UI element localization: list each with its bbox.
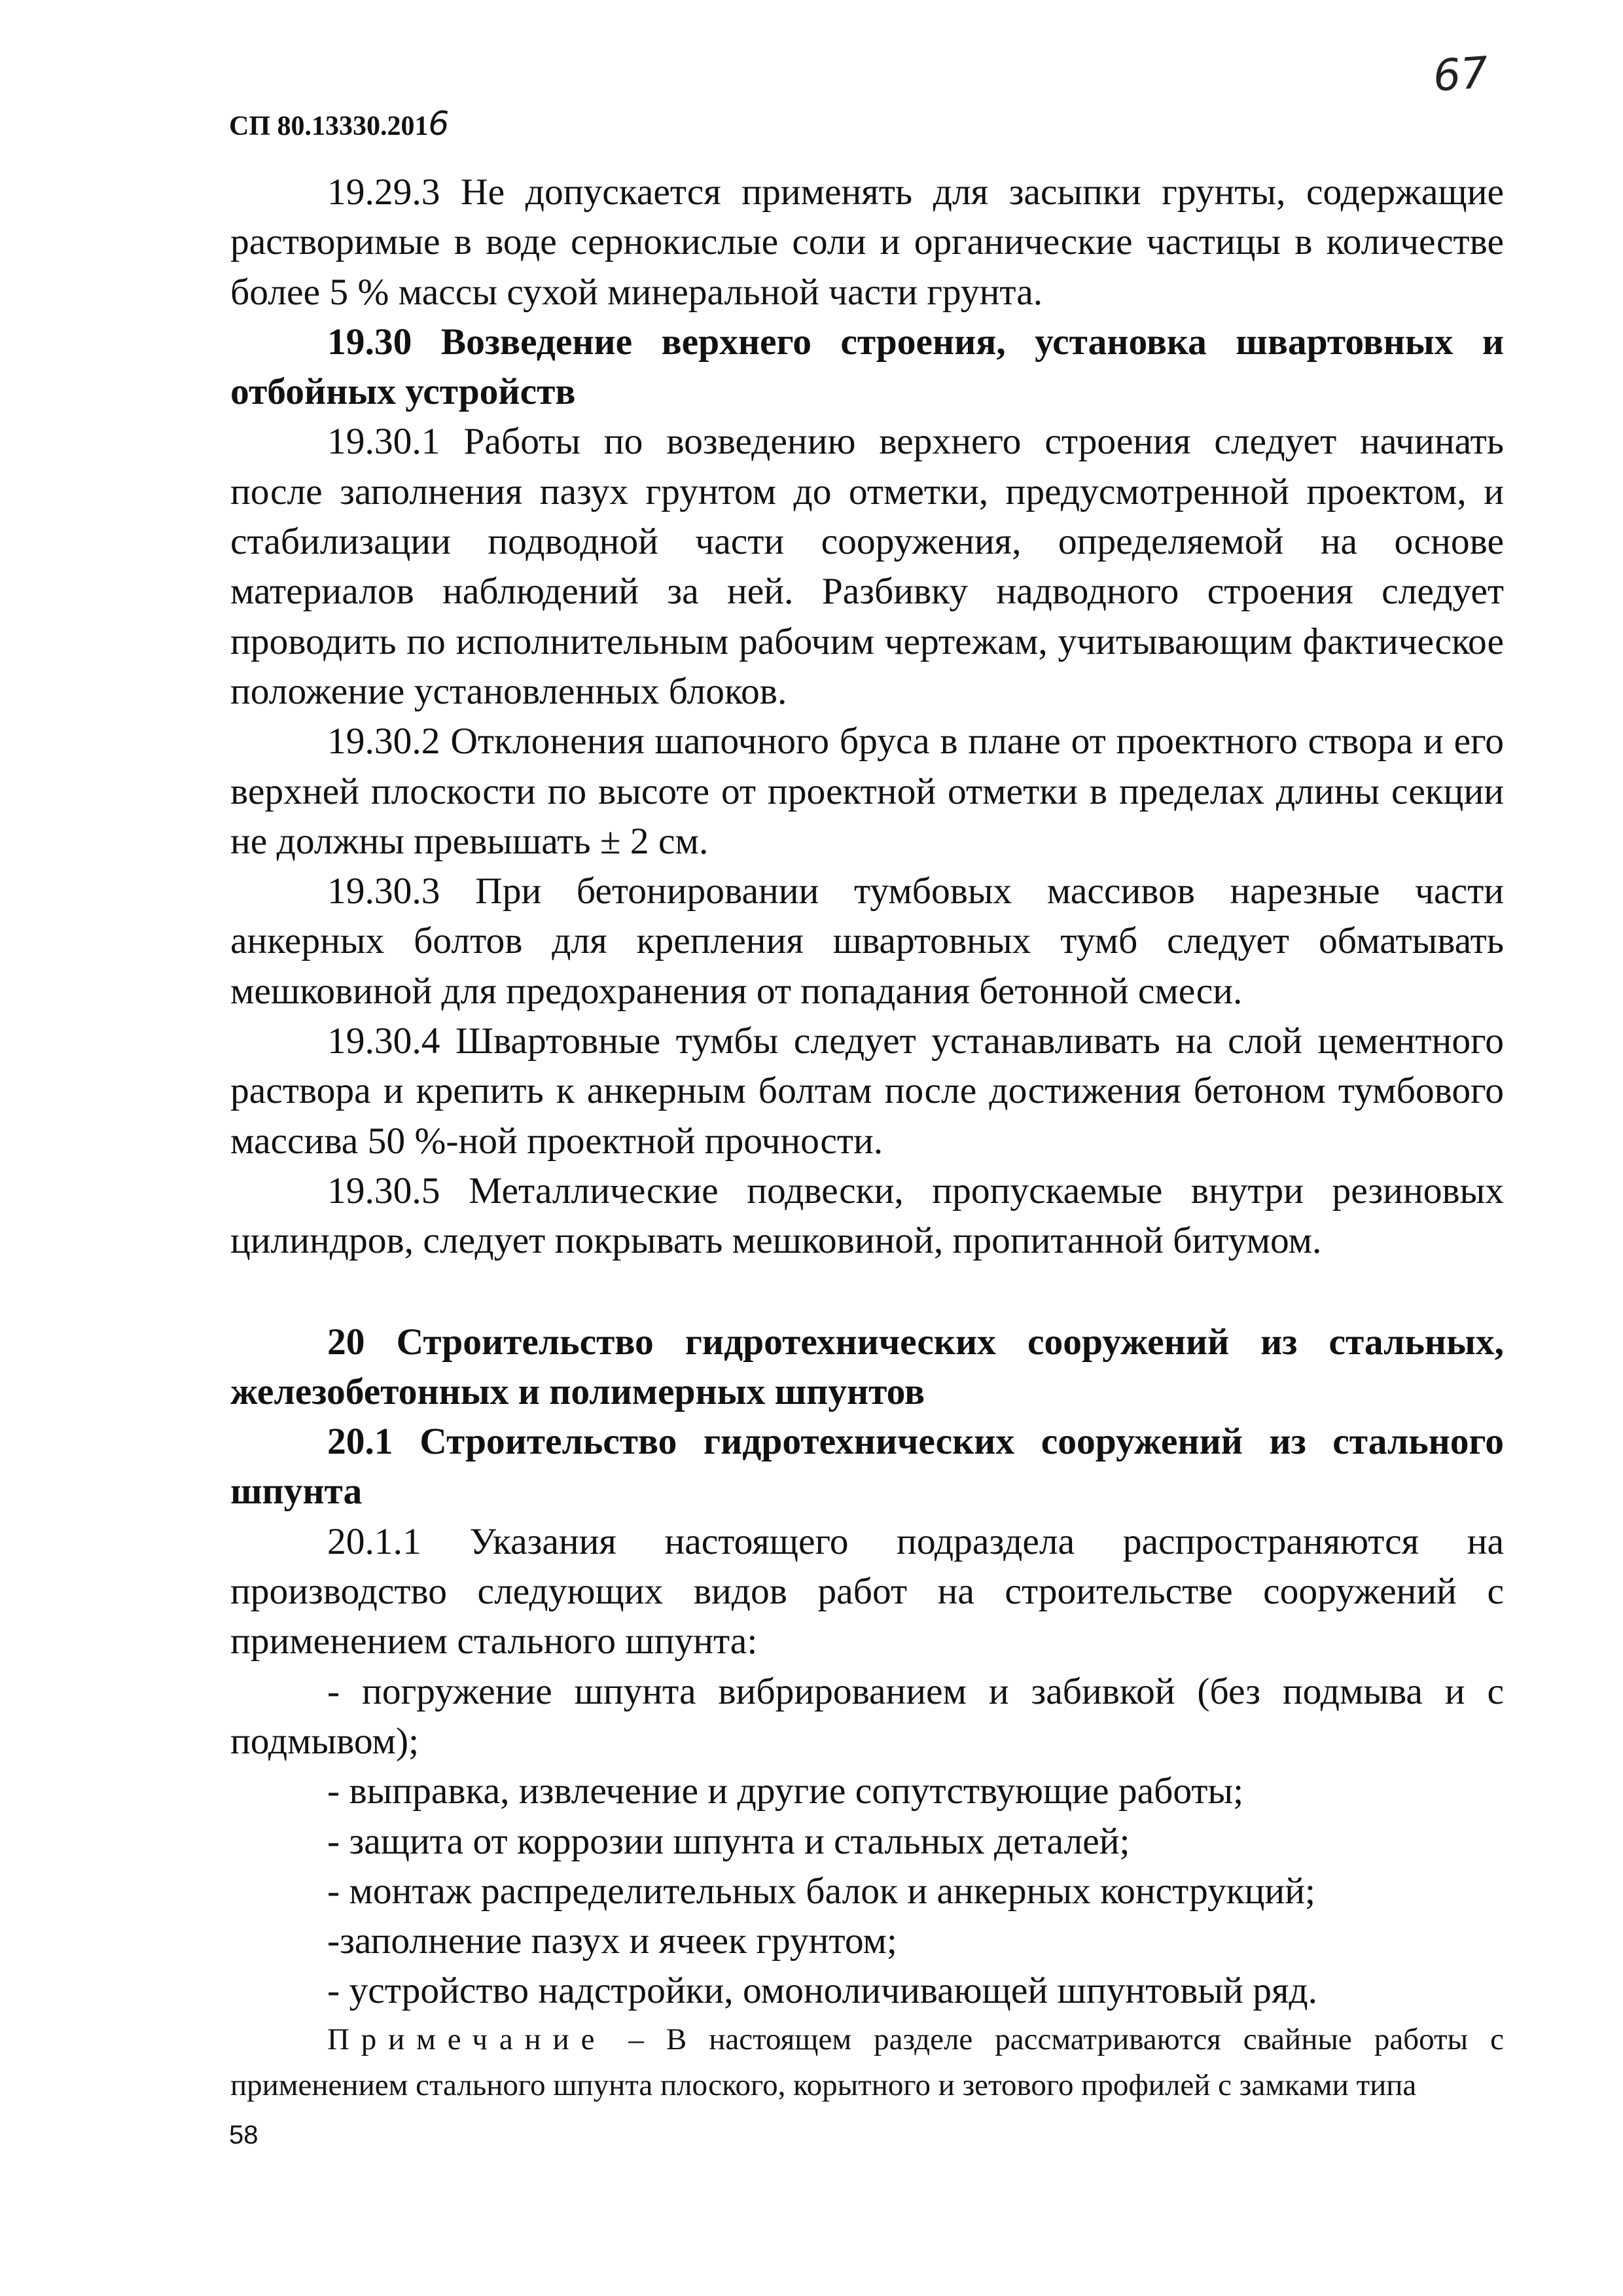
paragraph-19-30-3: 19.30.3 При бетонировании тумбовых массивов нарезные части анкерных болтов для крепления швартовных тумб следует обматывать мешковиной для предохранения от попадания бетонной смеси. bbox=[230, 870, 1504, 1012]
note-text: – В настоящем разделе рассматриваются свайные работы с применением стального шпунта плоского, корытного и зетового профилей с замками типа bbox=[230, 2022, 1504, 2102]
paragraph-19-30-5: 19.30.5 Металлические подвески, пропускаемые внутри резиновых цилиндров, следует покрывать мешковиной, пропитанной битумом. bbox=[230, 1170, 1504, 1262]
list-item: - монтаж распределительных балок и анкерных конструкций; bbox=[327, 1870, 1315, 1912]
list-item: - устройство надстройки, омоноличивающей шпунтовый ряд. bbox=[327, 1970, 1318, 2012]
paragraph-19-30-1: 19.30.1 Работы по возведению верхнего строения следует начинать после заполнения пазух грунтом до отметки, предусмотренной проектом, и стабилизации подводной части сооружения, определяемой на основе материалов наблюдений за ней. Разбивку надводного строения следует проводить по исполнительным рабочим чертежам, учитывающим фактическое положение установленных блоков. bbox=[230, 421, 1504, 712]
list-item: - защита от коррозии шпунта и стальных деталей; bbox=[327, 1820, 1130, 1862]
paragraph-20-1-1: 20.1.1 Указания настоящего подраздела распространяются на производство следующих видов работ на строительстве сооружений с применением стального шпунта: bbox=[230, 1520, 1504, 1662]
heading-section-20: 20 Строительство гидротехнических сооружений из стальных, железобетонных и полимерных шпунтов bbox=[230, 1321, 1504, 1412]
paragraph-19-29-3: 19.29.3 Не допускается применять для засыпки грунты, содержащие растворимые в воде сернокислые соли и органические частицы в количестве более 5 % массы сухой минеральной части грунта. bbox=[230, 171, 1504, 313]
paragraph-19-30-4: 19.30.4 Швартовные тумбы следует устанавливать на слой цементного раствора и крепить к анкерным болтам после достижения бетоном тумбового массива 50 %-ной проектной прочности. bbox=[230, 1020, 1504, 1162]
note bbox=[230, 2017, 1504, 2108]
list-item: -заполнение пазух и ячеек грунтом; bbox=[327, 1920, 897, 1962]
list-item: - погружение шпунта вибрированием и забивкой (без подмыва и с подмывом); bbox=[230, 1670, 1504, 1762]
list-item: - выправка, извлечение и другие сопутствующие работы; bbox=[327, 1770, 1244, 1812]
section-spacer bbox=[230, 1266, 1504, 1318]
heading-20-1: 20.1 Строительство гидротехнических сооружений из стального шпунта bbox=[230, 1421, 1504, 1513]
document-code bbox=[229, 105, 449, 143]
page-number: 58 bbox=[229, 2121, 259, 2149]
handwritten-year-digit: 6 bbox=[428, 105, 450, 143]
handwritten-page-number: 67 bbox=[1431, 47, 1490, 101]
note-label: Примечание bbox=[327, 2022, 607, 2056]
document-code-text: СП 80.13330.201 bbox=[229, 111, 429, 141]
document-body bbox=[230, 168, 1504, 2108]
heading-19-30: 19.30 Возведение верхнего строения, установка швартовных и отбойных устройств bbox=[230, 321, 1504, 413]
paragraph-19-30-2: 19.30.2 Отклонения шапочного бруса в плане от проектного створа и его верхней плоскости по высоте от проектной отметки в пределах длины секции не должны превышать ± 2 см. bbox=[230, 721, 1504, 862]
